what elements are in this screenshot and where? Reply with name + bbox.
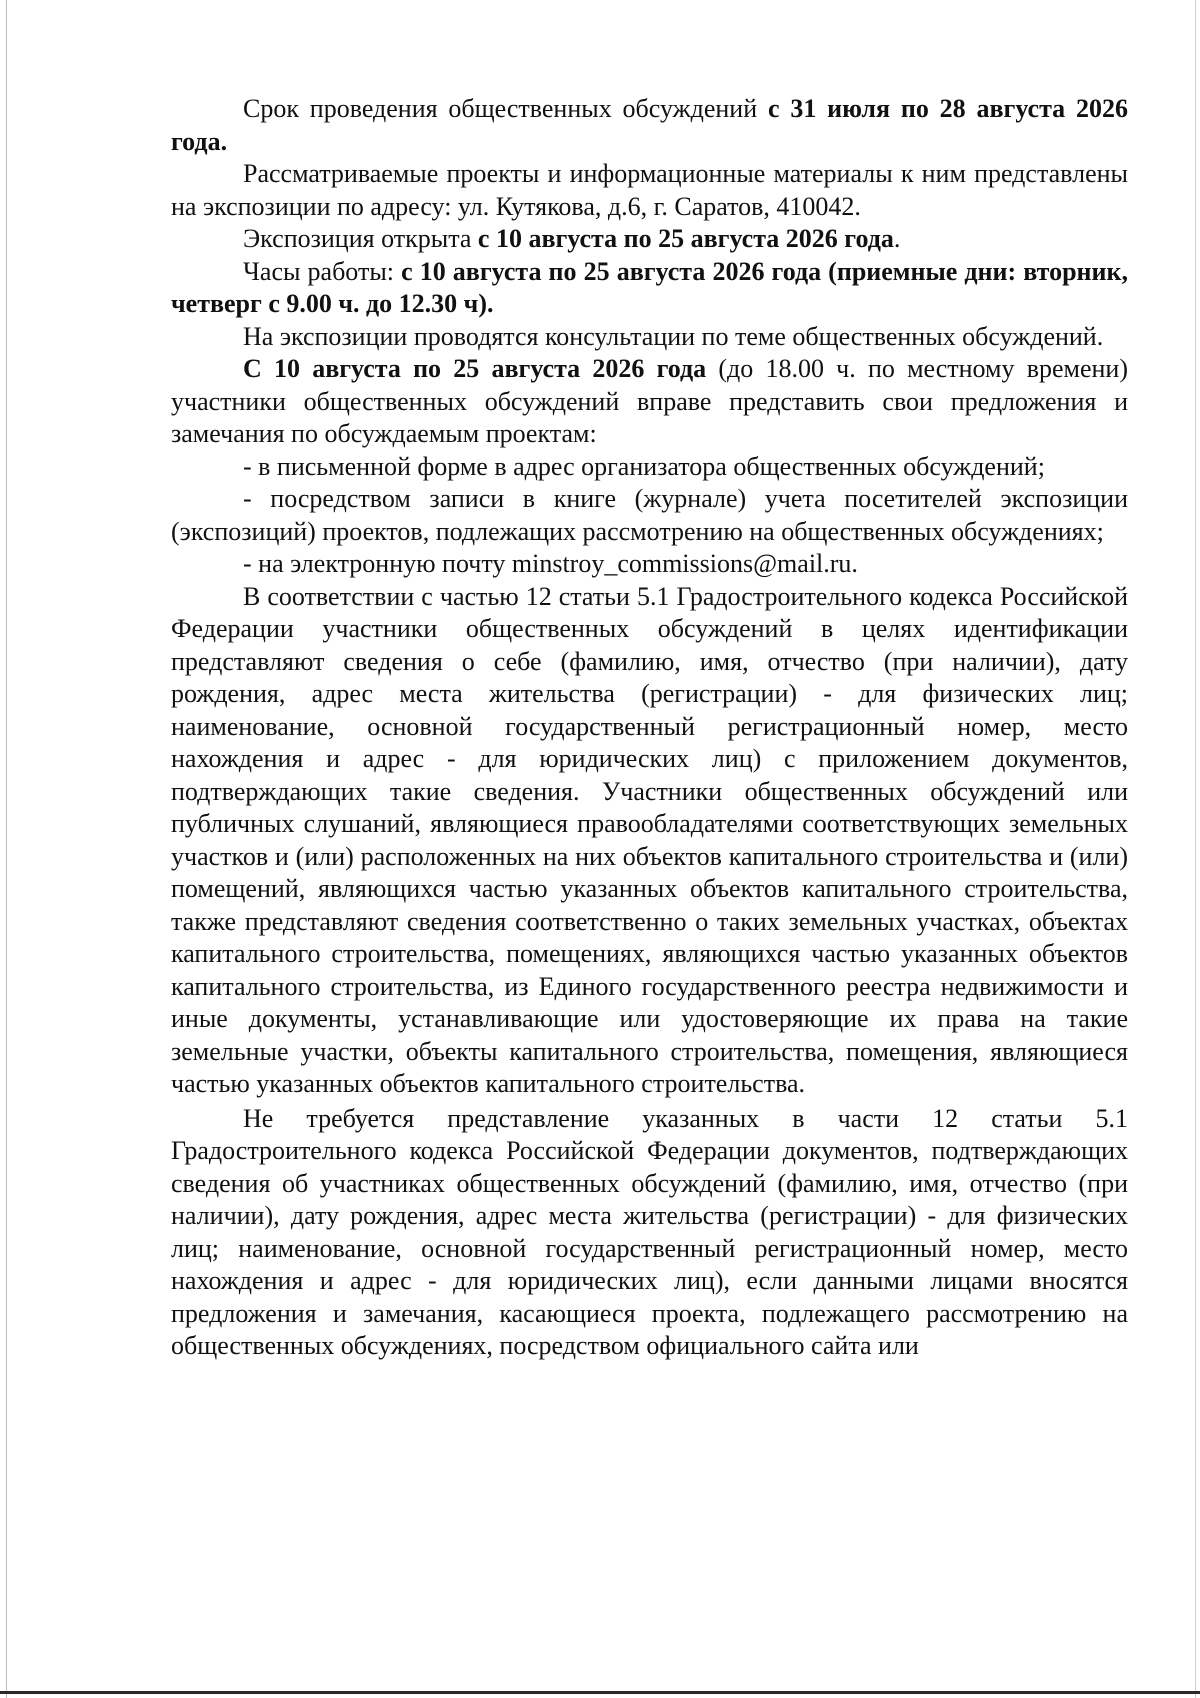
- discussion-dates: с 31 июля по 28 августа 2026 года.: [171, 94, 1128, 156]
- paragraph-exposition-open: Экспозиция открыта с 10 августа по 25 августа 2026 года.: [243, 224, 901, 253]
- list-item-email: - на электронную почту minstroy_commissions@mail.ru.: [243, 549, 858, 578]
- paragraph-consultations: На экспозиции проводятся консультации по теме общественных обсуждений.: [243, 321, 1104, 351]
- scan-edge-left: [6, 0, 7, 1698]
- working-hours: с 10 августа по 25 августа 2026 года (приемные дни: вторник, четверг с 9.00 ч. до 12.30 ч).: [171, 256, 1128, 318]
- paragraph-discussion-period: Срок проведения общественных обсуждений с 31 июля по 28 августа 2026 года.: [171, 94, 1128, 156]
- exposition-dates: с 10 августа по 25 августа 2026 года: [477, 224, 894, 253]
- paragraph-working-hours: Часы работы: с 10 августа по 25 августа 2026 года (приемные дни: вторник, четверг с 9.00 ч. до 12.30 ч).: [171, 256, 1128, 318]
- paragraph-exposition-address: Рассматриваемые проекты и информационные материалы к ним представлены на экспозиции по адресу: ул. Кутякова, д.6, г. Саратов, 410042.: [171, 159, 1128, 221]
- paragraph-proposals-period: С 10 августа по 25 августа 2026 года (до 18.00 ч. по местному времени) участники общественных обсуждений вправе представить свои предложения и замечания по обсуждаемым проектам:: [171, 354, 1128, 448]
- list-item-written-form: - в письменной форме в адрес организатора общественных обсуждений;: [243, 451, 1045, 481]
- list-item-visitor-book: - посредством записи в книге (журнале) учета посетителей экспозиции (экспозиций) проектов, подлежащих рассмотрению на общественных обсуждениях;: [171, 484, 1128, 546]
- scan-edge-bottom: [0, 1691, 1200, 1694]
- paragraph-identification: В соответствии с частью 12 статьи 5.1 Градостроительного кодекса Российской Федерации участники общественных обсуждений в целях идентификации представляют сведения о себе (фамилию, имя, отчество (при наличии), дату рождения, адрес места жительства (регистрации) - для физических лиц; наименование, основной государственный регистрационный номер, место нахождения и адрес - для юридических лиц) с приложением документов, подтверждающих такие сведения. Участники общественных обсуждений или публичных слушаний, являющиеся правообладателями соответствующих земельных участков и (или) расположенных на них объектов капитального строительства и (или) помещений, являющихся частью указанных объектов капитального строительства, также представляют сведения соответственно о таких земельных участках, объектах капитального строительства, помещениях, являющихся частью указанных объектов капитального строительства, из Единого государственного реестра недвижимости и иные документы, устанавливающие или удостоверяющие их права на такие земельные участки, объекты капитального строительства, помещения, являющиеся частью указанных объектов капитального строительства.: [171, 581, 1128, 1098]
- scan-edge-right: [1195, 0, 1196, 1698]
- proposals-dates: С 10 августа по 25 августа 2026 года: [243, 354, 707, 383]
- paragraph-no-documents-required: Не требуется представление указанных в части 12 статьи 5.1 Градостроительного кодекса Российской Федерации документов, подтверждающих сведения об участниках общественных обсуждений (фамилию, имя, отчество (при наличии), дату рождения, адрес места жительства (регистрации) - для физических лиц; наименование, основной государственный регистрационный номер, место нахождения и адрес - для юридических лиц), если данными лицами вносятся предложения и замечания, касающиеся проекта, подлежащего рассмотрению на общественных обсуждениях, посредством официального сайта или: [171, 1103, 1128, 1360]
- document-body: [171, 93, 1128, 1363]
